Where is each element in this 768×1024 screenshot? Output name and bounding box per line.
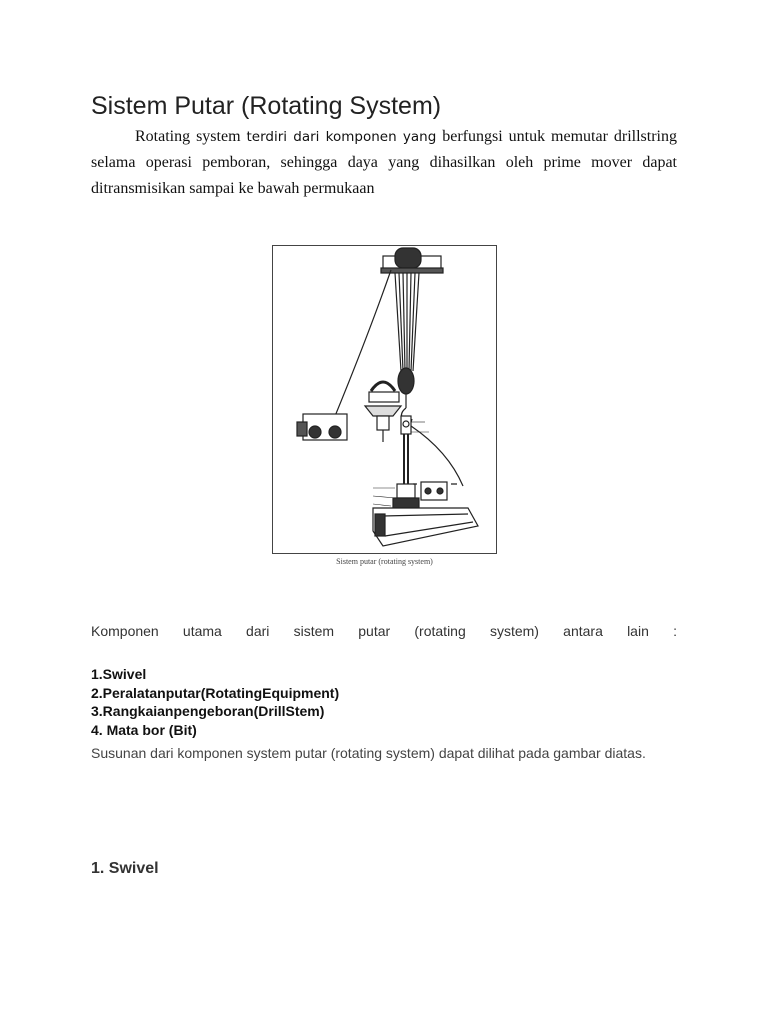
components-intro-word: putar bbox=[358, 623, 391, 639]
components-intro-word: Komponen bbox=[91, 623, 159, 639]
components-intro-word: dari bbox=[246, 623, 270, 639]
rotary-table bbox=[393, 498, 419, 508]
list-item: 1.Swivel bbox=[91, 666, 147, 682]
components-intro-word: sistem bbox=[293, 623, 335, 639]
components-intro-word: (rotating bbox=[414, 623, 466, 639]
rotating-system-illustration bbox=[273, 246, 498, 555]
components-intro-word: : bbox=[673, 623, 677, 639]
components-list bbox=[91, 665, 339, 739]
drawworks bbox=[303, 414, 347, 440]
summary-paragraph: Susunan dari komponen system putar (rotating system) dapat dilihat pada gambar diatas. bbox=[91, 745, 646, 761]
list-item: 4. Mata bor (Bit) bbox=[91, 721, 197, 738]
traveling-block bbox=[398, 368, 414, 394]
figure-caption: Sistem putar (rotating system) bbox=[336, 557, 433, 566]
intro-text-start: Rotating system bbox=[135, 128, 247, 145]
kelly-hose bbox=[411, 426, 463, 486]
page-title: Sistem Putar (Rotating System) bbox=[91, 92, 442, 120]
components-intro-word: utama bbox=[182, 623, 222, 639]
swivel-bail bbox=[371, 382, 395, 391]
intro-text-end: berfungsi untuk memutar drillstring selama operasi pemboran, sehingga daya yang dihasilkan oleh prime mover dapat ditransmisikan sampai ke bawah permukaan bbox=[91, 128, 677, 197]
rotating-system-figure bbox=[272, 245, 497, 554]
intro-paragraph bbox=[91, 124, 677, 202]
swivel bbox=[401, 416, 411, 434]
crown-sheave bbox=[395, 248, 421, 268]
intro-text-highlight: terdiri dari komponen yang bbox=[246, 129, 437, 145]
components-intro-word: system) bbox=[489, 623, 539, 639]
section-heading: 1. Swivel bbox=[91, 860, 159, 877]
components-intro-word: antara bbox=[563, 623, 603, 639]
kelly-bushing bbox=[397, 484, 415, 498]
components-intro-word: lain bbox=[627, 623, 649, 639]
components-intro bbox=[91, 623, 677, 639]
list-item: 2.Peralatanputar(RotatingEquipment) bbox=[91, 684, 340, 701]
list-item: 3.Rangkaianpengeboran(DrillStem) bbox=[91, 703, 325, 719]
